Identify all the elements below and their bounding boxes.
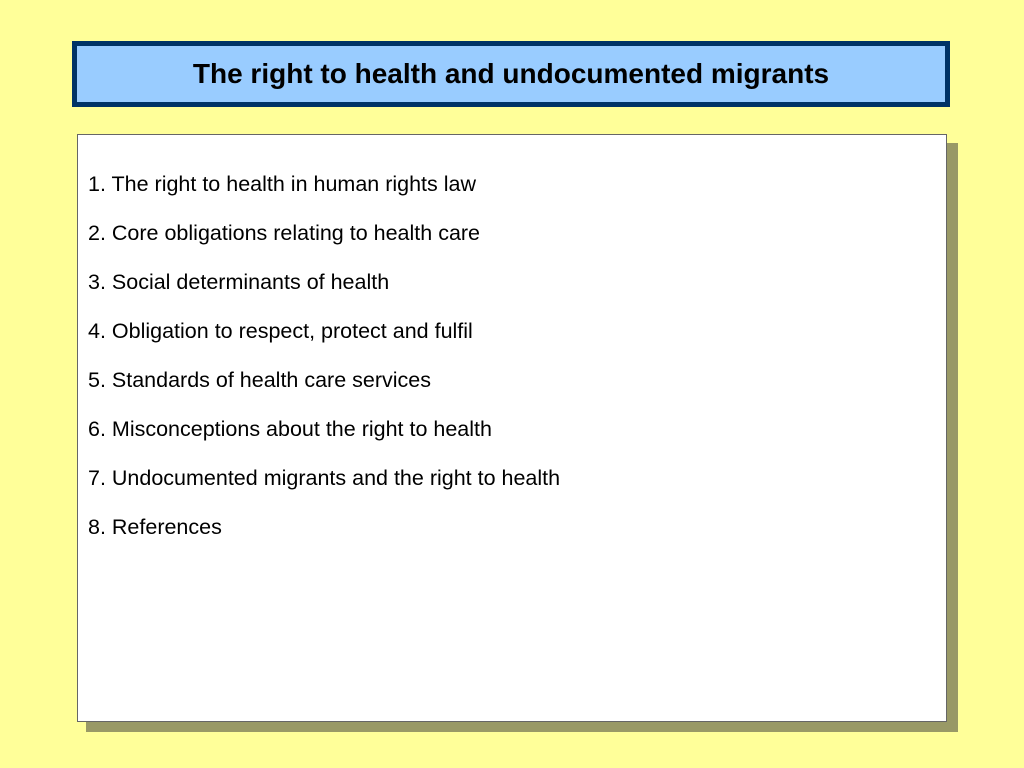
- agenda-item: 5. Standards of health care services: [88, 368, 431, 392]
- content-box: [77, 134, 947, 722]
- agenda-item: 2. Core obligations relating to health care: [88, 221, 481, 245]
- agenda-item: 3. Social determinants of health: [88, 270, 390, 294]
- agenda-list: [88, 171, 560, 563]
- slide-title-box: [72, 41, 950, 107]
- agenda-item: 4. Obligation to respect, protect and fulfil: [88, 319, 473, 343]
- agenda-item: 8. References: [88, 515, 222, 539]
- agenda-item: 7. Undocumented migrants and the right to health: [88, 466, 561, 490]
- slide-title: The right to health and undocumented migrants: [192, 58, 830, 89]
- agenda-item: 6. Misconceptions about the right to health: [88, 417, 492, 441]
- agenda-item: 1. The right to health in human rights law: [88, 172, 477, 196]
